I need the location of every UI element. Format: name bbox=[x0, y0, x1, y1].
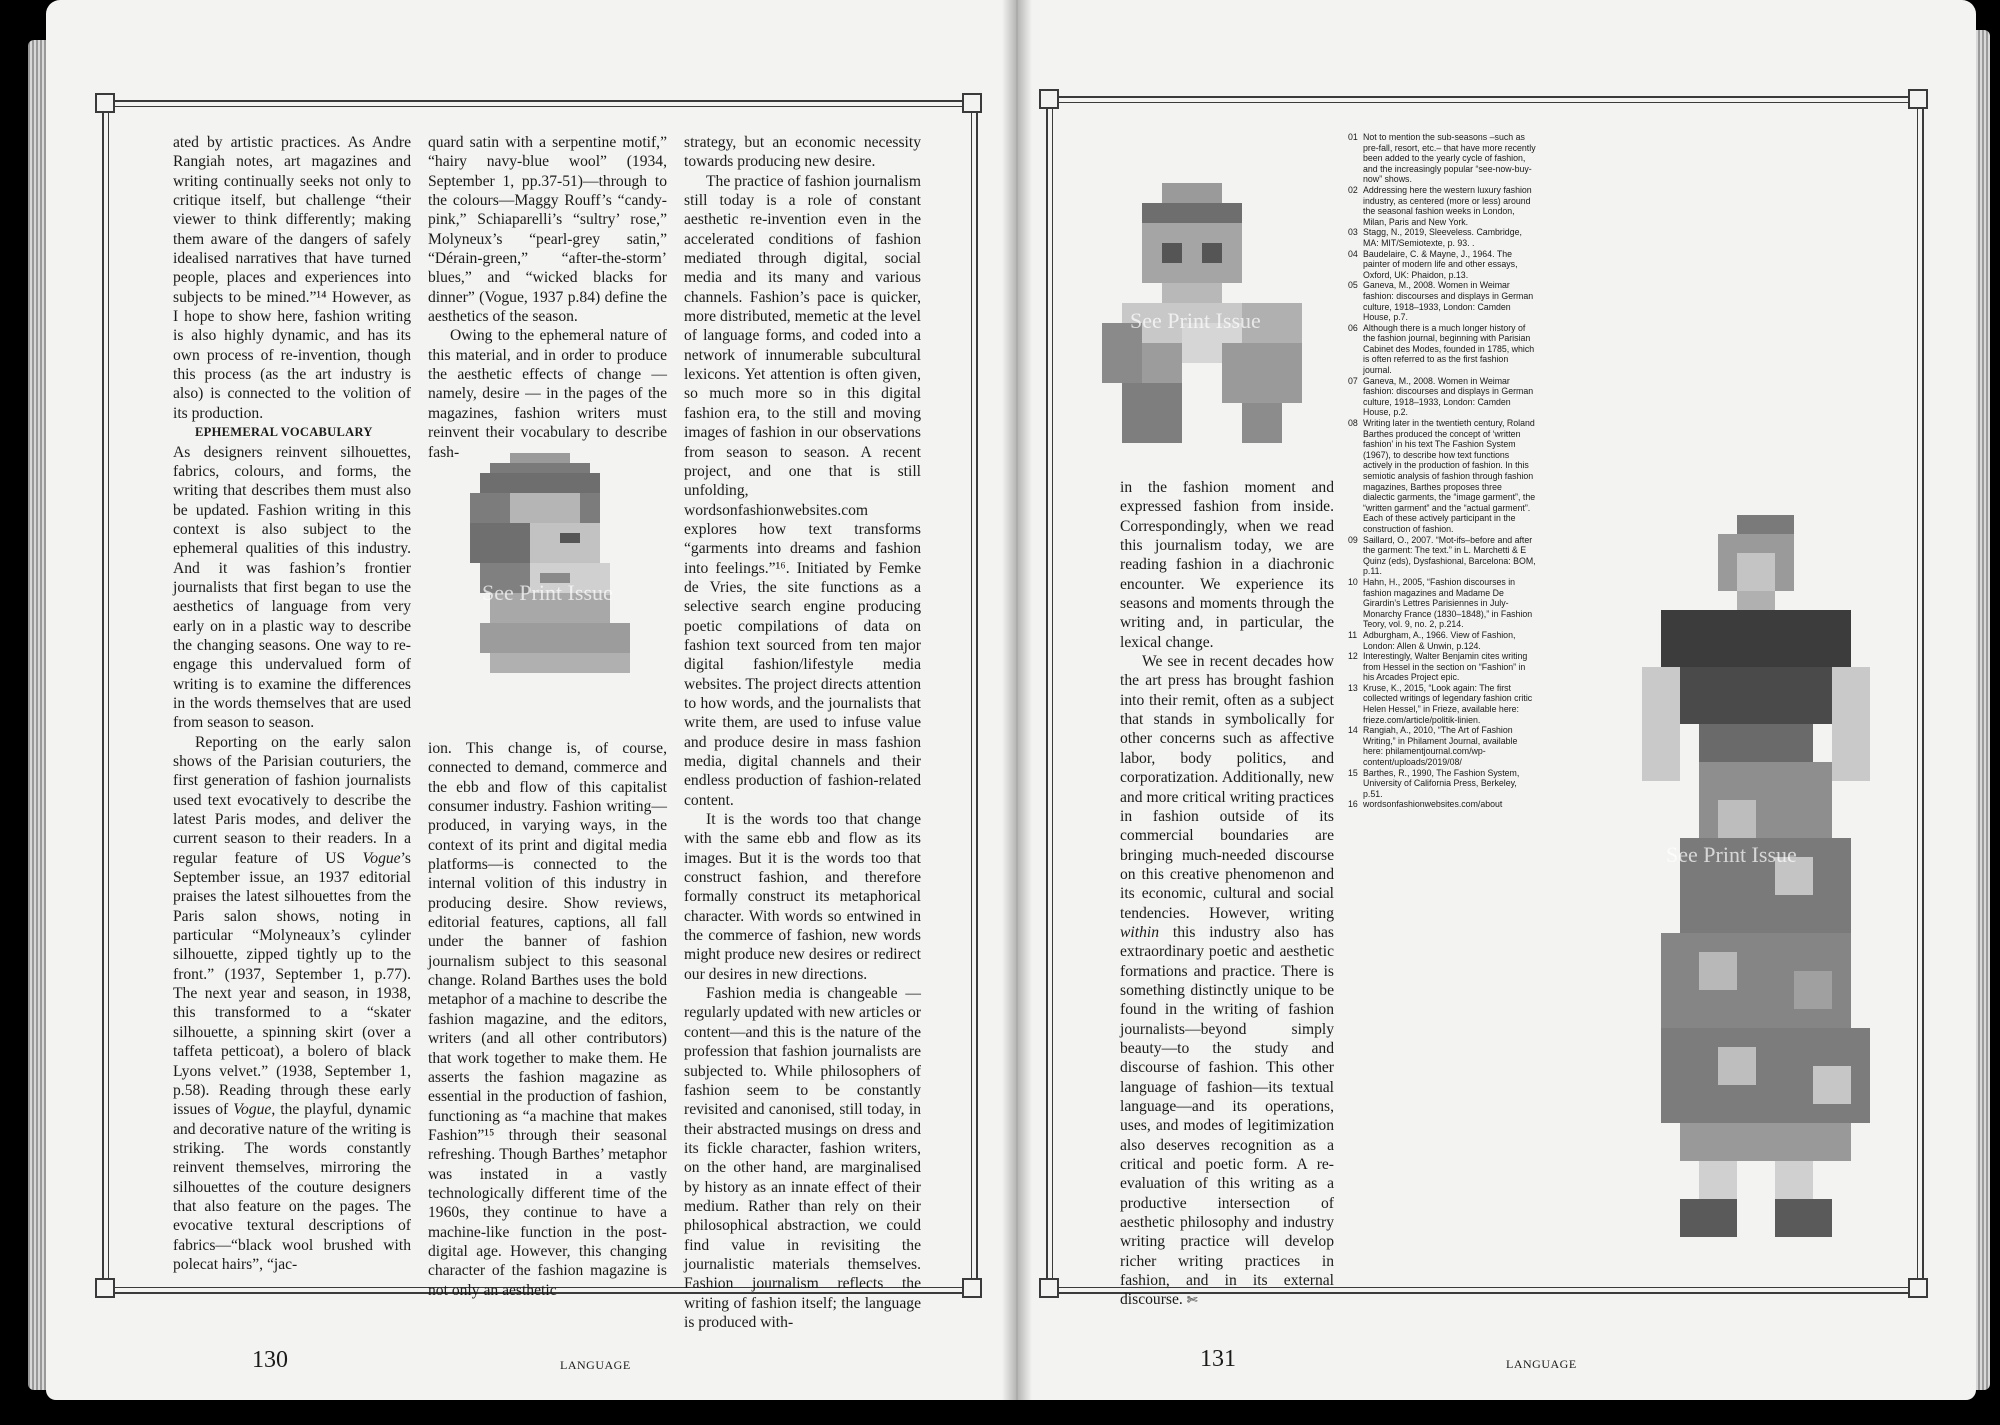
footnote-number: 02 bbox=[1348, 184, 1358, 195]
paragraph: in the fashion moment and expressed fashion from inside. Correspondingly, when we read this journalism today, we are reading fashion in a diachronic encounter. We experience its seasons and moments through the writing and, in particular, the lexical change. bbox=[1120, 479, 1334, 651]
footnote-text: Interestingly, Walter Benjamin cites writing from Hessel in the section on “Fashion” in his Arcades Project epic. bbox=[1363, 651, 1528, 683]
footnote-item bbox=[1348, 280, 1536, 322]
footnote-number: 04 bbox=[1348, 248, 1358, 259]
paragraph: As designers reinvent silhouettes, fabrics, colours, and forms, the writing that describes them must also be updated. Fashion writing in this context is also subject to the ephemeral qualities of this industry. And it was fashion’s frontier journalists that first began to use the aesthetics of language from very early on in a plastic way to describe the changing seasons. One way to re-engage this undervalued form of writing is to examine the differences in the words themselves that are used from season to season. bbox=[173, 443, 411, 732]
frame-corner bbox=[1039, 89, 1059, 109]
paragraph: The practice of fashion journalism still today is a role of constant aesthetic re-invention even in the accelerated conditions of fashion mediated through digital, social media and its many and various channels. Fashion’s pace is quicker, more distributed, memetic at the level of language forms, and coded into a network of innumerable subcultural lexicons. Yet attention is often given, so much more so in this digital fashion era, to the still and moving images of fashion in our observations from season to season. A recent project, and one that is still unfolding, wordsonfashionwebsites.com explores how text transforms “garments into dreams and fashion into feelings.”¹⁶. Initiated by Femke de Vries, the site functions as a selective search engine producing poetic compilations of data on fashion text sourced from ten major digital fashion/lifestyle media websites. The project directs attention to how words, and the journalists that write them, are used to infuse value and produce desire in mass fashion media, digital channels and their endless production of fashion-related content. bbox=[684, 172, 921, 809]
footnote-item bbox=[1348, 376, 1536, 418]
paragraph: quard satin with a serpentine motif,” “hairy navy-blue wool” (1934, September 1, pp.37-51)—through to the colours—Maggy Rouff’s “candy-pink,” Schiaparelli’s “sultry’ rose,” Molyneux’s “pearl-grey satin,” “Dérain-green,” “after-the-storm’ blues,” and “wicked blacks for dinner” (Vogue, 1937 p.84) define the aesthetics of the season. bbox=[428, 134, 667, 326]
footnote-text: Baudelaire, C. & Mayne, J., 1964. The painter of modern life and other essays, Oxford, UK: Phaidon, p.13. bbox=[1363, 248, 1518, 280]
book-gutter bbox=[1002, 0, 1032, 1400]
footnote-number: 01 bbox=[1348, 132, 1358, 142]
footnote-item bbox=[1348, 799, 1536, 810]
see-print-issue-watermark: See Print Issue bbox=[482, 580, 613, 605]
paragraph: It is the words too that change with the same ebb and flow as its images. But it is the words too that construct fashion, and therefore formally construct its metaphorical character. With words so entwined in the commerce of fashion, new words might produce new desires or redirect our desires in new directions. bbox=[684, 811, 921, 983]
footnote-item bbox=[1348, 418, 1536, 535]
footnote-item bbox=[1348, 323, 1536, 376]
footnote-text: Although there is a much longer history of the fashion journal, beginning with Parisian Cabinet des Modes, founded in 1785, which is often referred to as the first fashion journal. bbox=[1363, 322, 1535, 376]
footnote-text: Hahn, H., 2005, “Fashion discourses in fashion magazines and Madame De Girardin’s Lettres Parisiennes in July-Monarchy France (1830–1848),” in Fashion Teory, vol. 9, no. 2, p.214. bbox=[1363, 576, 1533, 630]
left-column-3 bbox=[684, 133, 921, 1332]
footnote-text: Addressing here the western luxury fashion industry, as centered (more or less) around the seasonal fashion weeks in London, Milan, Paris and New York. bbox=[1363, 184, 1532, 227]
footnote-number: 15 bbox=[1348, 767, 1358, 778]
footnote-item bbox=[1348, 249, 1536, 281]
footnote-item bbox=[1348, 227, 1536, 248]
see-print-issue-watermark: See Print Issue bbox=[1666, 842, 1797, 867]
footnote-item bbox=[1348, 725, 1536, 767]
footnote-text: Writing later in the twentieth century, Roland Barthes produced the concept of ‘written fashion’ in his text The Fashion System (1967), to describe how text functions actively in the production of fashion. In this semiotic analysis of fashion through fashion magazines, Barthes proposes three dialectic garments, the “image garment”, the “written garment” and the “actual garment”. Each of these actively participant in the construction of fashion. bbox=[1363, 418, 1536, 534]
pixelated-fashion-figure-image bbox=[1642, 502, 1870, 1250]
footnote-item bbox=[1348, 185, 1536, 227]
footnote-text: Ganeva, M., 2008. Women in Weimar fashion: discourses and displays in German culture, 1918–1933, London: Camden House, p.7. bbox=[1363, 280, 1534, 323]
footnote-text: Rangiah, A., 2010, “The Art of Fashion Writing,” in Philament Journal, available here: philamentjournal.com/wp-content/uploads/2019/08/ bbox=[1363, 725, 1518, 768]
footnote-number: 07 bbox=[1348, 375, 1358, 386]
running-footer: LANGUAGE bbox=[1506, 1357, 1577, 1371]
footnote-item bbox=[1348, 535, 1536, 577]
footnote-text: Ganeva, M., 2008. Women in Weimar fashion: discourses and displays in German culture, 1918–1933, London: Camden House, p.2. bbox=[1363, 375, 1534, 418]
frame-corner bbox=[95, 93, 115, 113]
running-footer: LANGUAGE bbox=[560, 1358, 631, 1372]
footnote-item bbox=[1348, 577, 1536, 630]
frame-corner bbox=[1908, 89, 1928, 109]
page-stack-left bbox=[28, 40, 46, 1390]
pixelated-portrait-image bbox=[470, 452, 630, 674]
paragraph: Owing to the ephemeral nature of this material, and in order to produce the aesthetic effects of change — namely, desire — in the pages of the magazines, fashion writers must reinvent their vocabulary to describe fash- bbox=[428, 327, 667, 461]
left-column-2-bottom bbox=[428, 739, 667, 1300]
paragraph: Reporting on the early salon shows of the Parisian couturiers, the first generation of fashion journalists used text evocatively to describe the latest Paris modes, and deliver the current season to their readers. In a regular feature of US Vogue’s September issue, an 1937 editorial praises the latest silhouettes from the Paris salon shows, noting in particular “Molyneaux’s cylinder silhouette, zipped tightly up to the front.” (1937, September 1, p.77). The next year and season, in 1938, this transformed to a “skater silhouette, a spinning skirt (over a taffeta petticoat), a bolero of black Lyons velvet.” (1938, September 1, p.58). Reading through these early issues of Vogue, the playful, dynamic and decorative nature of the writing is striking. The words constantly reinvent themselves, mirroring the silhouettes of the couture designers that also feature on the pages. The evocative textural descriptions of fabrics—“black wool brushed with polecat hairs”, “jac- bbox=[173, 733, 411, 1273]
footnote-number: 03 bbox=[1348, 227, 1358, 238]
frame-corner bbox=[1908, 1278, 1928, 1298]
footnote-number: 12 bbox=[1348, 651, 1358, 662]
footnote-text: Barthes, R., 1990, The Fashion System, University of California Press, Berkeley, p.51. bbox=[1363, 767, 1520, 799]
left-column-1 bbox=[173, 133, 411, 1274]
paragraph: strategy, but an economic necessity towards producing new desire. bbox=[684, 134, 921, 171]
footnote-item bbox=[1348, 630, 1536, 651]
right-text-column bbox=[1120, 478, 1334, 1310]
footnote-item bbox=[1348, 651, 1536, 683]
footnote-text: Adburgham, A., 1966. View of Fashion, London: Allen & Unwin, p.124. bbox=[1363, 629, 1516, 651]
scissors-icon: ✄ bbox=[1186, 1292, 1198, 1308]
page-number: 130 bbox=[252, 1347, 288, 1373]
footnote-item bbox=[1348, 132, 1536, 185]
paragraph: We see in recent decades how the art press has brought fashion into their remit, often as a subject that stands in symbolically for other concerns such as affective labor, body politics, and corporatization. Additionally, new and more critical writing practices in fashion outside of its commercial boundaries are bringing much-needed discourse on this creative phenomenon and its economic, cultural and social tendencies. However, writing within this industry also has extraordinary poetic and aesthetic formations and practice. There is something distinctly unique to be found in the writing of fashion journalists—beyond simply beauty—to the study and discourse of fashion. This other language of fashion—its textual language—and its operations, uses, and modes of legitimization also deserves recognition as a critical and poetic form. A re-evaluation of this writing as a productive intersection of aesthetic philosophy and industry writing practice will develop richer writing practices in fashion, and in its external discourse. ✄ bbox=[1120, 653, 1334, 1309]
paragraph: ated by artistic practices. As Andre Rangiah notes, art magazines and writing continually seeks not only to critique itself, but challenge “their viewer to think differently; making them aware of the dangers of safely idealised narratives that have turned people, places and experiences into subjects to be mined.”¹⁴ However, as I hope to show here, fashion writing is also highly dynamic, and has its own process of re-invention, though this process (as the art industry is also) is connected to the volition of its production. bbox=[173, 134, 411, 422]
footnote-text: Not to mention the sub-seasons –such as pre-fall, resort, etc.– that have more recently been added to the yearly cycle of fashion, and the increasingly popular “see-now-buy-now” shows. bbox=[1363, 132, 1536, 185]
footnote-text: Kruse, K., 2015, “Look again: The first collected writings of legendary fashion critic Helen Hessel,” in Frieze, available here: frieze.com/article/politik-linien. bbox=[1363, 682, 1533, 725]
footnote-text: Stagg, N., 2019, Sleeveless. Cambridge, MA: MIT/Semiotexte, p. 93. . bbox=[1363, 227, 1522, 248]
footnote-number: 06 bbox=[1348, 322, 1358, 333]
footnote-number: 10 bbox=[1348, 576, 1358, 587]
frame-corner bbox=[962, 93, 982, 113]
footnote-number: 05 bbox=[1348, 280, 1358, 291]
footnote-number: 09 bbox=[1348, 534, 1358, 545]
footnotes-list bbox=[1348, 132, 1536, 810]
footnote-number: 11 bbox=[1348, 629, 1358, 640]
footnote-number: 14 bbox=[1348, 725, 1358, 736]
footnote-number: 08 bbox=[1348, 418, 1358, 429]
page-number: 131 bbox=[1200, 1346, 1236, 1372]
footnote-text: wordsonfashionwebsites.com/about bbox=[1363, 799, 1503, 810]
frame-corner bbox=[95, 1278, 115, 1298]
footnote-text: Saillard, O., 2007. “Mot-ifs–before and after the garment: The text.” in L. Marchetti & E Quinz (eds), Dysfashional, Barcelona: BOM, p.11. bbox=[1363, 534, 1536, 577]
section-heading: EPHEMERAL VOCABULARY bbox=[195, 425, 373, 440]
paragraph: ion. This change is, of course, connected to demand, commerce and the ebb and flow of this capitalist consumer industry. Fashion writing—produced, in varying ways, in the context of its print and digital media platforms—is connected to the internal volition of this industry in producing desire. Show reviews, editorial features, captions, all fall under the banner of fashion journalism subject to this seasonal change. Roland Barthes uses the bold metaphor of a machine to describe the fashion magazine, and the editors, writers (and all other contributors) that work together to make them. He asserts the fashion magazine as essential in the production of fashion, functioning as “a machine that makes Fashion”¹⁵ through their seasonal refreshing. Though Barthes’ metaphor was instated in a vastly technologically different time of the 1960s, they continue to have a machine-like function in the post-digital age. However, this changing character of the fashion magazine is not only an aesthetic bbox=[428, 740, 667, 1299]
footnote-number: 16 bbox=[1348, 799, 1358, 810]
page-stack-right bbox=[1976, 30, 1990, 1390]
footnote-item bbox=[1348, 683, 1536, 725]
left-column-2-top bbox=[428, 133, 667, 462]
frame-corner bbox=[1039, 1278, 1059, 1298]
paragraph: Fashion media is changeable — regularly updated with new articles or content—and this is the nature of the profession that fashion journalists are subjected to. While philosophers of fashion seem to be constantly revisited and canonised, still today, in their abstracted musings on dress and its fickle character, fashion writers, on the other hand, are marginalised by history as an innate effect of their medium. Rather than rely on their philosophical abstraction, we could find value in revisiting the journalistic materials themselves. Fashion journalism reflects the writing of fashion itself; the language is produced with- bbox=[684, 985, 921, 1331]
footnote-item bbox=[1348, 768, 1536, 800]
frame-corner bbox=[962, 1278, 982, 1298]
see-print-issue-watermark: See Print Issue bbox=[1130, 308, 1261, 333]
footnote-number: 13 bbox=[1348, 682, 1358, 693]
